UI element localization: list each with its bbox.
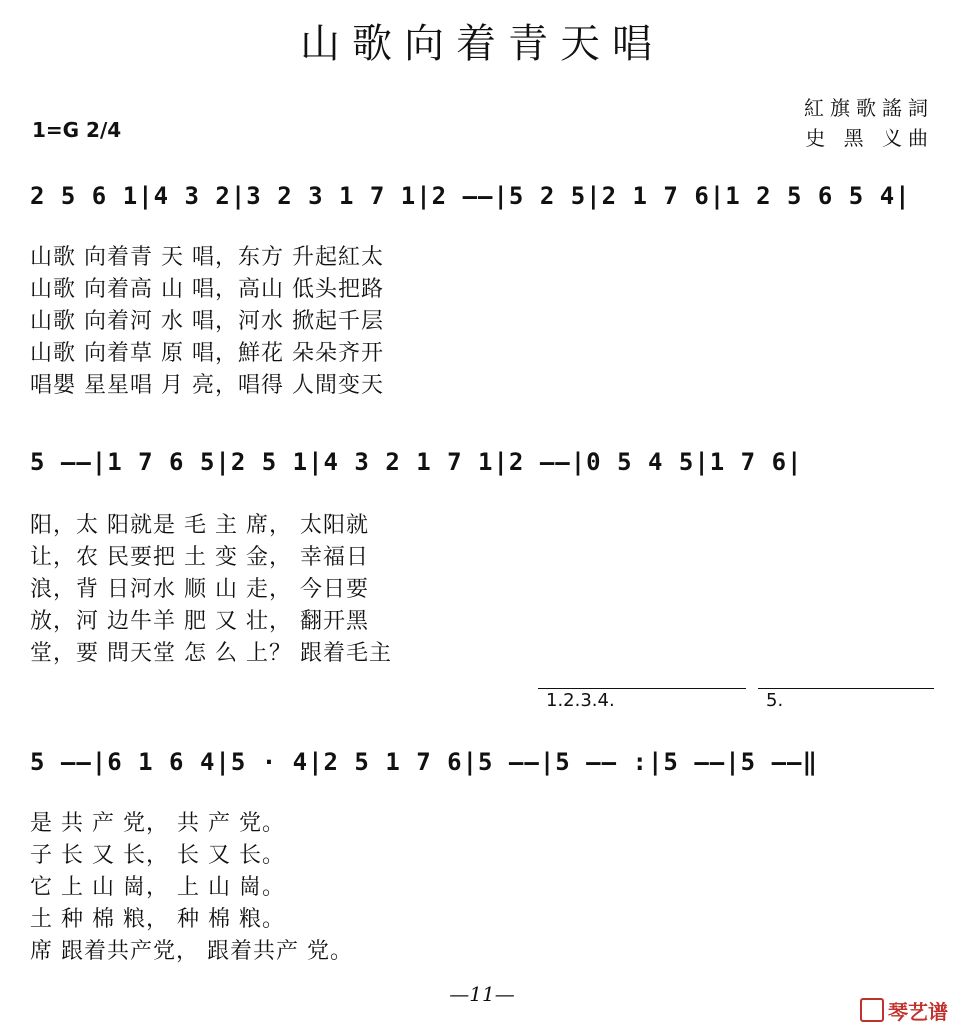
logo-icon (860, 998, 884, 1022)
lyric-line: 浪，背 日河水 顺 山 走， 今日要 (30, 577, 369, 602)
lyric-line: 堂，要 問天堂 怎 么 上？ 跟着毛主 (30, 641, 392, 666)
volta-bracket-first (538, 688, 746, 689)
watermark-logo (860, 996, 948, 1025)
logo-text: 琴艺谱 (888, 1000, 948, 1024)
key-signature: 1=G 2/4 (32, 118, 122, 142)
lyric-line: 山歌 向着高 山 唱，高山 低头把路 (30, 277, 384, 302)
lyric-line: 让，农 民要把 土 变 金， 幸福日 (30, 545, 369, 570)
lyric-line: 子 长 又 长， 长 又 长。 (30, 843, 285, 868)
lyric-line: 它 上 山 崗， 上 山 崗。 (30, 875, 285, 900)
song-title: 山歌向着青天唱 (300, 21, 664, 67)
lyric-line: 席 跟着共产党， 跟着共产 党。 (30, 939, 353, 964)
lyric-line: 山歌 向着河 水 唱，河水 掀起千层 (30, 309, 384, 334)
volta-second-label: 5. (766, 690, 784, 711)
staff-notes-3: 5 ——|6 1 6 4|5 · 4|2 5 1 7 6|5 ——|5 —— :|5 ——|5 ——‖ (30, 748, 818, 776)
lyric-line: 山歌 向着青 天 唱，东方 升起紅太 (30, 245, 384, 270)
volta-bracket-second (758, 688, 934, 689)
lyric-line: 土 种 棉 粮， 种 棉 粮。 (30, 907, 285, 932)
staff-notes-2: 5 ——|1 7 6 5|2 5 1|4 3 2 1 7 1|2 ——|0 5 4 5|1 7 6| (30, 448, 803, 476)
lyric-line: 唱嬰 星星唱 月 亮，唱得 人間变天 (30, 373, 384, 398)
lyric-line: 放，河 边牛羊 肥 又 壮， 翻开黑 (30, 609, 369, 634)
volta-first-label: 1.2.3.4. (546, 690, 615, 711)
page-number: —11— (449, 982, 515, 1006)
composer-credit: 史 黑 义曲 (805, 126, 934, 150)
lyricist-credit: 紅旗歌謠詞 (804, 96, 934, 120)
lyric-line: 是 共 产 党， 共 产 党。 (30, 811, 285, 836)
lyric-line: 山歌 向着草 原 唱，鮮花 朵朵齐开 (30, 341, 384, 366)
staff-notes-1: 2 5 6 1|4 3 2|3 2 3 1 7 1|2 ——|5 2 5|2 1 7 6|1 2 5 6 5 4| (30, 182, 911, 210)
lyric-line: 阳，太 阳就是 毛 主 席， 太阳就 (30, 513, 369, 538)
